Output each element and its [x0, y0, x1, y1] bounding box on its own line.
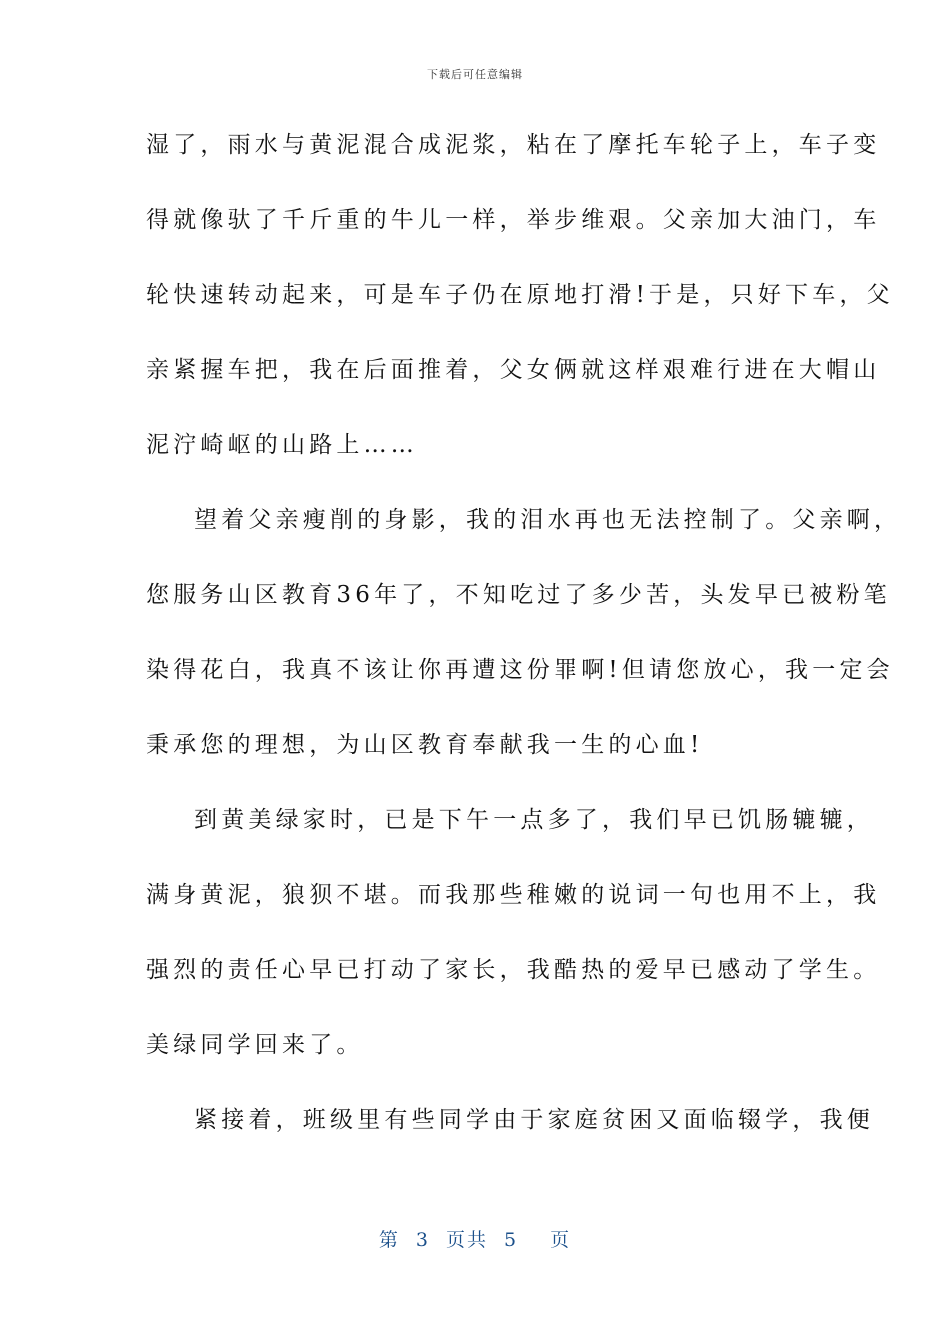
text-line: 强烈的责任心早已打动了家长，我酷热的爱早已感动了学生。: [146, 957, 881, 983]
current-page-number: 3: [415, 1229, 430, 1251]
text-line: 亲紧握车把，我在后面推着，父女俩就这样艰难行进在大帽山: [146, 357, 881, 383]
page-footer: [0, 1225, 950, 1252]
text-line: 轮快速转动起来，可是车子仍在原地打滑!于是，只好下车，父: [146, 282, 894, 308]
paragraph-start-line: 紧接着，班级里有些同学由于家庭贫困又面临辍学，我便: [194, 1107, 874, 1133]
text-line: 染得花白，我真不该让你再遭这份罪啊!但请您放心，我一定会: [146, 657, 894, 683]
total-page-number: 5: [504, 1229, 519, 1251]
text-line: 得就像驮了千斤重的牛儿一样，举步维艰。父亲加大油门，车: [146, 207, 881, 233]
header-note: 下载后可任意编辑: [427, 68, 523, 81]
text-line: 美绿同学回来了。: [146, 1032, 364, 1058]
text-line: 满身黄泥，狼狈不堪。而我那些稚嫩的说词一句也用不上，我: [146, 882, 881, 908]
text-line: 您服务山区教育36年了，不知吃过了多少苦，头发早已被粉笔: [146, 582, 891, 608]
text-line: 湿了，雨水与黄泥混合成泥浆，粘在了摩托车轮子上，车子变: [146, 132, 881, 158]
footer-suffix: 页: [550, 1229, 572, 1251]
text-line: 泥泞崎岖的山路上……: [146, 432, 418, 458]
body-text: [146, 122, 902, 1172]
paragraph-start-line: 望着父亲瘦削的身影，我的泪水再也无法控制了。父亲啊，: [194, 507, 902, 533]
footer-prefix: 第: [378, 1229, 400, 1251]
footer-middle: 页共: [445, 1229, 488, 1251]
paragraph-start-line: 到黄美绿家时，已是下午一点多了，我们早已饥肠辘辘，: [194, 807, 874, 833]
text-line: 秉承您的理想，为山区教育奉献我一生的心血!: [146, 732, 704, 758]
